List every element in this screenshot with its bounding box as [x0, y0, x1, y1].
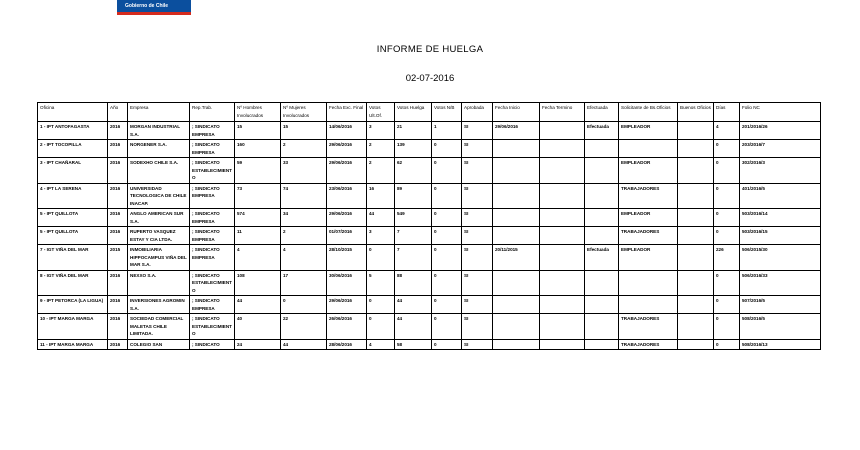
table-cell: 14/06/2016 [327, 122, 367, 140]
strike-report-table [37, 102, 821, 350]
table-cell: 11 [235, 227, 281, 245]
table-cell: 22 [281, 314, 327, 340]
table-cell: 7 - IGT VIÑA DEL MAR [38, 245, 108, 271]
table-cell: 108 [235, 270, 281, 296]
table-cell: NORGENER S.A. [128, 140, 190, 158]
table-cell: 7 [395, 245, 432, 271]
table-row [38, 296, 821, 314]
table-cell: ; SINDICATO EMPRESA [190, 122, 235, 140]
table-cell: SI [462, 140, 493, 158]
table-body [38, 122, 821, 350]
table-cell: 5 - IPT QUILLOTA [38, 209, 108, 227]
table-cell: 0 [714, 339, 740, 350]
table-cell: 2016 [108, 270, 128, 296]
table-cell: 549 [395, 209, 432, 227]
table-cell: 1 [432, 122, 462, 140]
table-cell: 0 [432, 158, 462, 184]
table-row [38, 140, 821, 158]
table-cell [540, 339, 585, 350]
table-cell: 0 [367, 296, 395, 314]
table-cell [540, 122, 585, 140]
column-header: Solicitante de Bs.Oficios [619, 103, 678, 122]
table-cell: 89 [395, 183, 432, 209]
table-cell [540, 158, 585, 184]
table-cell [585, 296, 619, 314]
table-row [38, 339, 821, 350]
table-cell: Efectuada [585, 245, 619, 271]
table-cell: ANGLO AMERICAN SUR S.A. [128, 209, 190, 227]
table-row [38, 245, 821, 271]
table-row [38, 314, 821, 340]
table-cell: 34 [281, 209, 327, 227]
table-cell: 0 [432, 296, 462, 314]
table-cell [585, 183, 619, 209]
table-cell: 0 [432, 209, 462, 227]
table-cell: EMPLEADOR [619, 245, 678, 271]
column-header: Oficina [38, 103, 108, 122]
table-cell: SI [462, 122, 493, 140]
table-cell: 73 [235, 183, 281, 209]
column-header: Empresa [128, 103, 190, 122]
table-cell: INMOBILIARIA HIPPOCAMPUS VIÑA DEL MAR S.A. [128, 245, 190, 271]
table-cell: 3 [367, 227, 395, 245]
table-cell [540, 270, 585, 296]
table-cell: 2015 [108, 245, 128, 271]
table-cell: 4 [235, 245, 281, 271]
table-cell: 15 [235, 122, 281, 140]
table-cell: 2016 [108, 122, 128, 140]
table-cell: 507/2016/5 [740, 296, 821, 314]
table-cell [493, 339, 540, 350]
table-cell: 508/2016/5 [740, 314, 821, 340]
table-row [38, 122, 821, 140]
table-cell: TRABAJADORES [619, 339, 678, 350]
table-cell: 33 [281, 158, 327, 184]
table-cell [678, 314, 714, 340]
table-cell [585, 270, 619, 296]
table-cell [678, 245, 714, 271]
table-cell [493, 296, 540, 314]
table-cell: 0 [714, 140, 740, 158]
table-cell: NEXXO S.A. [128, 270, 190, 296]
table-cell [678, 183, 714, 209]
table-cell: 4 - IPT LA SERENA [38, 183, 108, 209]
table-cell: 0 [714, 270, 740, 296]
table-row [38, 209, 821, 227]
table-cell: 29/06/2016 [327, 296, 367, 314]
table-cell: 508/2016/13 [740, 339, 821, 350]
table-cell: MORGAN INDUSTRIAL S.A. [128, 122, 190, 140]
table-cell: RUPERTO VASQUEZ ESTAY Y CIA LTDA. [128, 227, 190, 245]
table-cell: 2 [367, 158, 395, 184]
table-cell: 0 [432, 314, 462, 340]
table-cell: 160 [235, 140, 281, 158]
table-cell [619, 270, 678, 296]
table-cell: SI [462, 209, 493, 227]
table-cell: 503/2016/14 [740, 209, 821, 227]
table-cell: 0 [367, 245, 395, 271]
table-cell: 10 - IPT MARGA MARGA [38, 314, 108, 340]
table-cell: 15 [281, 122, 327, 140]
table-cell: ; SINDICATO EMPRESA [190, 183, 235, 209]
table-cell: SODEXHO CHILE S.A. [128, 158, 190, 184]
table-cell [493, 209, 540, 227]
table-cell [678, 339, 714, 350]
table-cell: 7 [395, 227, 432, 245]
table-cell: 2016 [108, 296, 128, 314]
table-cell: 58 [395, 339, 432, 350]
table-cell [493, 183, 540, 209]
table-cell: ; SINDICATO EMPRESA [190, 296, 235, 314]
table-cell: ; SINDICATO EMPRESA [190, 227, 235, 245]
table-cell: 5 [367, 270, 395, 296]
table-cell: TRABAJADORES [619, 227, 678, 245]
table-cell [585, 158, 619, 184]
column-header: Votos Huelga [395, 103, 432, 122]
table-cell: SI [462, 339, 493, 350]
table-cell [493, 314, 540, 340]
table-cell: 29/06/2016 [493, 122, 540, 140]
column-header: Votos N/B [432, 103, 462, 122]
table-cell [619, 140, 678, 158]
column-header: Fecha Inicio [493, 103, 540, 122]
column-header: Aprobada [462, 103, 493, 122]
column-header: Año [108, 103, 128, 122]
table-cell: 40 [235, 314, 281, 340]
table-cell: ; SINDICATO ESTABLECIMIENTO [190, 270, 235, 296]
table-cell [493, 227, 540, 245]
table-cell: 2016 [108, 227, 128, 245]
government-logo [117, 0, 191, 15]
table-cell: 29/06/2016 [327, 158, 367, 184]
table-cell: EMPLEADOR [619, 122, 678, 140]
column-header: Rep.Trab. [190, 103, 235, 122]
table-cell: 28/10/2015 [327, 245, 367, 271]
table-header-row [38, 103, 821, 122]
table-cell: 4 [281, 245, 327, 271]
table-cell: 0 [367, 314, 395, 340]
table-cell: 139 [395, 140, 432, 158]
table-cell: SOCIEDAD COMERCIAL MALETAS CHILE LIMITADA. [128, 314, 190, 340]
column-header: Días [714, 103, 740, 122]
table-cell: 302/2016/3 [740, 158, 821, 184]
table-cell: 0 [714, 314, 740, 340]
table-cell: 44 [281, 339, 327, 350]
table-cell [493, 140, 540, 158]
table-cell: 4 [367, 339, 395, 350]
table-cell: SI [462, 158, 493, 184]
table-cell: ; SINDICATO ESTABLECIMIENTO [190, 314, 235, 340]
table-cell: 8 - IGT VIÑA DEL MAR [38, 270, 108, 296]
table-cell: 2016 [108, 183, 128, 209]
table-cell: 401/2016/5 [740, 183, 821, 209]
table-cell [678, 270, 714, 296]
table-cell [540, 245, 585, 271]
table-cell: 0 [714, 158, 740, 184]
table-cell: 21 [395, 122, 432, 140]
table-cell: 0 [714, 183, 740, 209]
table-cell [540, 183, 585, 209]
table-cell [540, 227, 585, 245]
table-cell: TRABAJADORES [619, 183, 678, 209]
table-cell: ; SINDICATO EMPRESA [190, 209, 235, 227]
table-cell: 506/2015/30 [740, 245, 821, 271]
table-cell: 3 - IPT CHAÑARAL [38, 158, 108, 184]
table-cell: INVERSIONES AGROMIN S.A. [128, 296, 190, 314]
table-cell: 29/06/2016 [327, 140, 367, 158]
table-cell: 2016 [108, 158, 128, 184]
table-cell: 23/06/2016 [327, 183, 367, 209]
table-cell: 201/2016/26 [740, 122, 821, 140]
table-cell: 0 [432, 183, 462, 209]
table-cell: SI [462, 183, 493, 209]
table-cell [540, 296, 585, 314]
table-cell [585, 227, 619, 245]
table-cell: TRABAJADORES [619, 314, 678, 340]
table-cell: 44 [395, 296, 432, 314]
table-cell: 0 [432, 227, 462, 245]
column-header: Nº Hombres Involucrados [235, 103, 281, 122]
table-cell [585, 209, 619, 227]
table-cell: 20/11/2015 [493, 245, 540, 271]
table-cell [585, 314, 619, 340]
table-cell: 2 [367, 140, 395, 158]
column-header: Buenos Oficios [678, 103, 714, 122]
table-cell: 2016 [108, 209, 128, 227]
table-row [38, 270, 821, 296]
column-header: Folio NC [740, 103, 821, 122]
table-cell: 2016 [108, 339, 128, 350]
table-cell: SI [462, 296, 493, 314]
table-cell: 30/06/2016 [327, 270, 367, 296]
table-cell [678, 296, 714, 314]
table-cell: 88 [395, 270, 432, 296]
table-cell: 17 [281, 270, 327, 296]
table-cell [678, 122, 714, 140]
report-date: 02-07-2016 [405, 73, 455, 84]
table-cell: 203/2016/7 [740, 140, 821, 158]
table-cell: 0 [714, 209, 740, 227]
table-cell: 0 [714, 227, 740, 245]
table-cell: COLEGIO SAN [128, 339, 190, 350]
table-cell: ; SINDICATO EMPRESA [190, 140, 235, 158]
table-cell: 62 [395, 158, 432, 184]
table-cell: 9 - IPT PETORCA (LA LIGUA) [38, 296, 108, 314]
column-header: Fecha Termino [540, 103, 585, 122]
logo-stripe [117, 12, 191, 15]
table-cell: 44 [395, 314, 432, 340]
table-cell [493, 270, 540, 296]
table-cell: 74 [281, 183, 327, 209]
table-cell: 24 [235, 339, 281, 350]
table-cell [585, 140, 619, 158]
table-cell: 2016 [108, 314, 128, 340]
table-cell: 574 [235, 209, 281, 227]
table-cell: 26/06/2016 [327, 314, 367, 340]
table-row [38, 158, 821, 184]
table-cell: 506/2016/33 [740, 270, 821, 296]
table-cell: ; SINDICATO [190, 339, 235, 350]
table-cell: ; SINDICATO EMPRESA [190, 245, 235, 271]
table-cell: 01/07/2016 [327, 227, 367, 245]
column-header: Efectuada [585, 103, 619, 122]
logo-text: Gobierno de Chile [125, 3, 169, 9]
table-cell: 503/2016/15 [740, 227, 821, 245]
table-cell: 0 [281, 296, 327, 314]
table-cell [540, 140, 585, 158]
table-cell: EMPLEADOR [619, 158, 678, 184]
table-cell: 5 - IPT QUILLOTA [38, 227, 108, 245]
table-cell: 11 - IPT MARGA MARGA [38, 339, 108, 350]
table-cell: 2016 [108, 140, 128, 158]
column-header: Votos Ult.Of. [367, 103, 395, 122]
table-cell: UNIVERSIDAD TECNOLOGICA DE CHILE INACAP. [128, 183, 190, 209]
table-cell: 0 [432, 245, 462, 271]
table-cell: 44 [235, 296, 281, 314]
table-cell: SI [462, 270, 493, 296]
table-cell [493, 158, 540, 184]
table-cell [540, 314, 585, 340]
table-cell [540, 209, 585, 227]
table-cell: ; SINDICATO ESTABLECIMIENTO [190, 158, 235, 184]
table-cell: 28/06/2016 [327, 339, 367, 350]
table-cell: SI [462, 245, 493, 271]
table-cell: 29/06/2016 [327, 209, 367, 227]
table-cell: 1 - IPT ANTOFAGASTA [38, 122, 108, 140]
table-cell: EMPLEADOR [619, 209, 678, 227]
table-cell: 59 [235, 158, 281, 184]
table-row [38, 183, 821, 209]
table-cell [585, 339, 619, 350]
table-cell: Efectuada [585, 122, 619, 140]
table-cell: 4 [714, 122, 740, 140]
table-cell: 0 [432, 339, 462, 350]
table-cell: 0 [714, 296, 740, 314]
table-cell: 2 [281, 140, 327, 158]
table-cell: 226 [714, 245, 740, 271]
table-cell: 2 [281, 227, 327, 245]
column-header: Nº Mujeres Involucrados [281, 103, 327, 122]
table-cell: SI [462, 314, 493, 340]
table-cell: 3 [367, 122, 395, 140]
table-cell [619, 296, 678, 314]
table-row [38, 227, 821, 245]
table-cell: 0 [432, 140, 462, 158]
table-cell [678, 158, 714, 184]
table-cell: 0 [432, 270, 462, 296]
report-title: INFORME DE HUELGA [376, 44, 484, 55]
table-cell [678, 140, 714, 158]
table-cell: 44 [367, 209, 395, 227]
table-cell [678, 227, 714, 245]
table-cell: SI [462, 227, 493, 245]
column-header: Fecha Exc. Final [327, 103, 367, 122]
table-cell: 2 - IPT TOCOPILLA [38, 140, 108, 158]
table-cell: 16 [367, 183, 395, 209]
table-cell [678, 209, 714, 227]
